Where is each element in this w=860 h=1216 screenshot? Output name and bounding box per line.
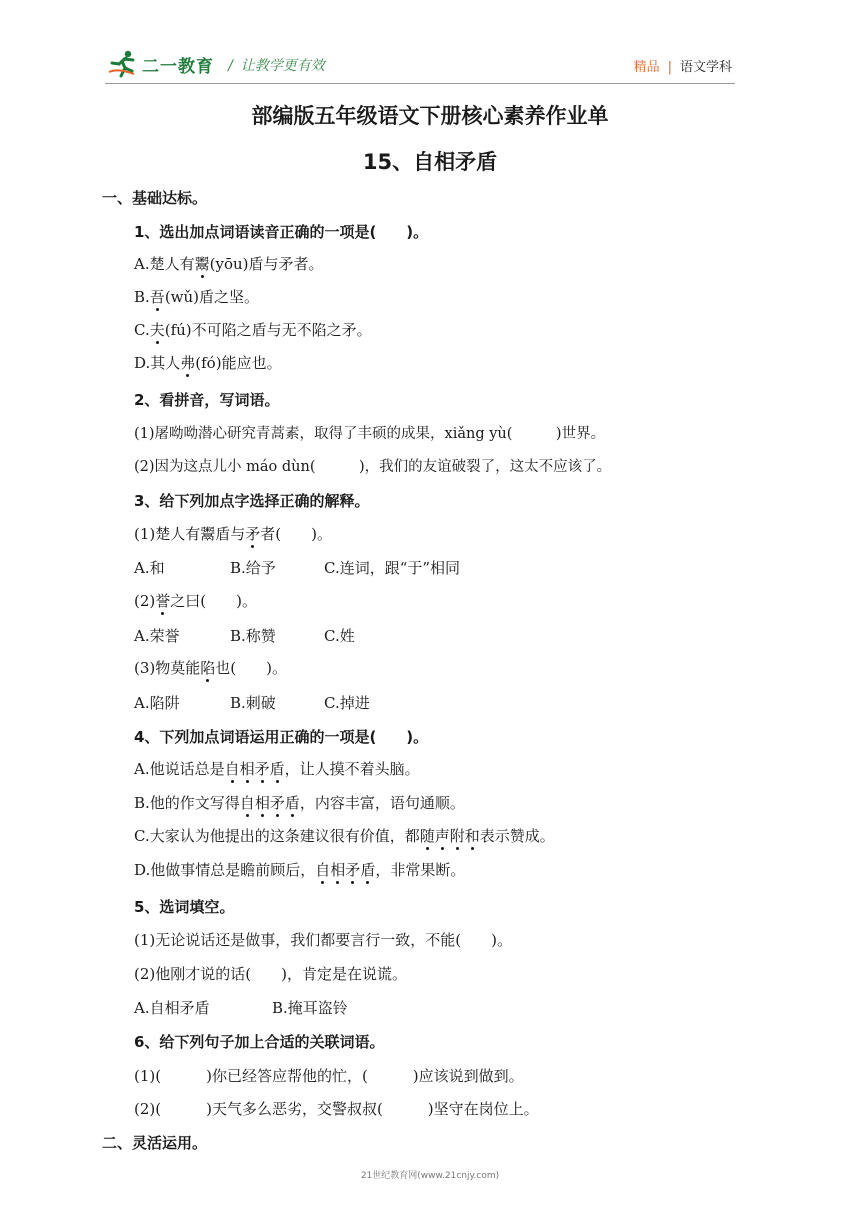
- option: A.和: [134, 559, 165, 577]
- text: (2): [134, 592, 156, 610]
- option: A.荣誉: [134, 627, 180, 645]
- text: A.他说话总是: [134, 760, 225, 778]
- question-2-prompt: 2、看拼音，写词语。: [134, 391, 280, 409]
- text: ，让人摸不着头脑。: [284, 760, 420, 778]
- question-6-prompt: 6、给下列句子加上合适的关联词语。: [134, 1033, 385, 1051]
- slogan-text: 让教学更有效: [240, 58, 325, 74]
- subject-tag: 语文学科: [679, 60, 732, 75]
- q3-item-2: [134, 591, 257, 611]
- text: ，内容丰富，语句通顺。: [299, 794, 465, 812]
- dotted-char: 夫: [149, 321, 165, 339]
- dotted-char: 吾: [149, 288, 165, 306]
- dotted-char: 鬻: [194, 255, 210, 273]
- question-5-prompt: 5、选词填空。: [134, 898, 235, 916]
- lesson-title: 15、自相矛盾: [362, 150, 498, 174]
- q2-sentence-2: (2)因为这点儿小 máo dùn( )，我们的友谊破裂了，这太不应该了。: [134, 459, 612, 475]
- text: C.大家认为他提出的这条建议很有价值，都: [134, 827, 420, 845]
- header-tag: 精品 | 语文学科: [633, 60, 732, 75]
- question-3-prompt: 3、给下列加点字选择正确的解释。: [134, 492, 370, 510]
- logo-text: 二一教育: [142, 56, 214, 77]
- q6-sentence-1: (1)( )你已经答应帮他的忙，( )应该说到做到。: [134, 1067, 524, 1085]
- dotted-char: 矛: [245, 525, 261, 543]
- text: B.: [134, 288, 150, 306]
- dotted-word: 自相矛盾: [239, 794, 300, 812]
- option: B.称赞: [230, 627, 276, 645]
- question-4-prompt: 4、下列加点词语运用正确的一项是( )。: [134, 728, 429, 746]
- q1-option-c: [134, 320, 372, 340]
- q4-option-b: [134, 793, 465, 813]
- running-man-icon: [108, 50, 138, 78]
- dotted-word: 自相矛盾: [224, 760, 285, 778]
- option: C.姓: [324, 627, 355, 645]
- option: C.掉进: [324, 694, 370, 712]
- text: (yōu)盾与矛者。: [209, 255, 324, 273]
- dotted-word: 自相矛盾: [315, 861, 376, 879]
- q3-item-1: [134, 524, 332, 544]
- text: (fó)能应也。: [195, 354, 282, 372]
- option: A.陷阱: [134, 694, 180, 712]
- q3-item-3-options: [134, 693, 370, 713]
- text: (3)物莫能: [134, 659, 201, 677]
- q2-sentence-1: (1)屠呦呦潜心研究青蒿素，取得了丰硕的成果，xiǎng yù( )世界。: [134, 426, 606, 442]
- q3-item-3: [134, 658, 287, 678]
- q4-option-a: [134, 759, 420, 779]
- dotted-char: 陷: [200, 659, 216, 677]
- text: 者( )。: [260, 525, 332, 543]
- question-1-prompt: 1、选出加点词语读音正确的一项是( )。: [134, 223, 429, 241]
- header-divider: [105, 83, 735, 84]
- text: A.楚人有: [134, 255, 195, 273]
- q5-options: [134, 998, 348, 1018]
- text: (1)楚人有鬻盾与: [134, 525, 246, 543]
- option: A.自相矛盾: [134, 999, 210, 1017]
- q3-item-2-options: [134, 626, 355, 646]
- option: B.给予: [230, 559, 276, 577]
- slogan: / 让教学更有效: [228, 58, 325, 74]
- q1-option-b: [134, 287, 259, 307]
- text: (fú)不可陷之盾与无不陷之矛。: [164, 321, 372, 339]
- text: 表示赞成。: [479, 827, 555, 845]
- q1-option-d: [134, 353, 282, 373]
- text: C.: [134, 321, 150, 339]
- text: B.他的作文写得: [134, 794, 240, 812]
- q5-sentence-1: (1)无论说话还是做事，我们都要言行一致，不能( )。: [134, 931, 512, 949]
- q1-option-a: [134, 254, 324, 274]
- q4-option-d: [134, 860, 465, 880]
- q4-option-c: [134, 826, 555, 846]
- dotted-char: 誉: [155, 592, 171, 610]
- dotted-char: 弗: [180, 354, 196, 372]
- worksheet-title: 部编版五年级语文下册核心素养作业单: [251, 104, 609, 128]
- text: 也( )。: [215, 659, 287, 677]
- text: (wǔ)盾之坚。: [164, 288, 260, 306]
- q5-sentence-2: (2)他刚才说的话( )，肯定是在说谎。: [134, 965, 407, 983]
- page-header: [0, 0, 860, 86]
- text: D.他做事情总是瞻前顾后，: [134, 861, 316, 879]
- section-heading-application: 二、灵活运用。: [102, 1134, 208, 1152]
- logo: [108, 48, 214, 80]
- page-footer: 21世纪教育网(www.21cnjy.com): [360, 1171, 500, 1181]
- option: B.掩耳盗铃: [272, 999, 348, 1017]
- text: D.其人: [134, 354, 181, 372]
- q3-item-1-options: [134, 558, 461, 578]
- dotted-word: 随声附和: [419, 827, 480, 845]
- text: ，非常果断。: [375, 861, 466, 879]
- option: B.刺破: [230, 694, 276, 712]
- text: 之曰( )。: [170, 592, 257, 610]
- premium-tag: 精品: [633, 60, 660, 75]
- section-heading-basic: 一、基础达标。: [102, 189, 208, 207]
- q6-sentence-2: (2)( )天气多么恶劣，交警叔叔( )坚守在岗位上。: [134, 1100, 539, 1118]
- option: C.连词，跟“于”相同: [324, 559, 461, 577]
